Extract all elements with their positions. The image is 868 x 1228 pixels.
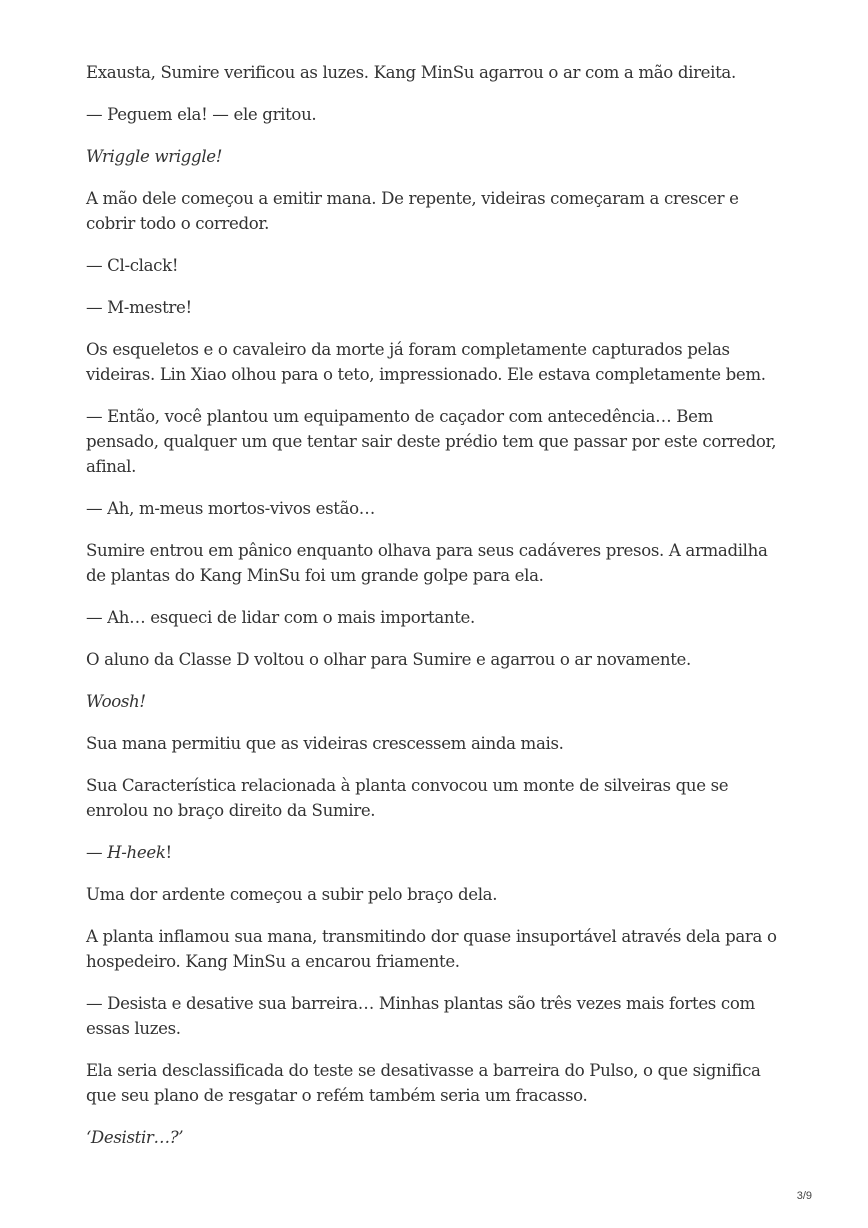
paragraph: Os esqueletos e o cavaleiro da morte já foram completamente capturados pelas videiras. Lin Xiao olhou para o teto, impressionado. Ele estava completamente bem. [86, 340, 766, 384]
paragraph: Ela seria desclassificada do teste se desativasse a barreira do Pulso, o que significa que seu plano de resgatar o refém também seria um fracasso. [86, 1061, 761, 1105]
dialogue-line: — Ah… esqueci de lidar com o mais importante. [86, 608, 475, 627]
paragraph: Exausta, Sumire verificou as luzes. Kang MinSu agarrou o ar com a mão direita. [86, 63, 736, 82]
thought-line [86, 1125, 786, 1150]
exclamation-text: H-heek [107, 843, 166, 862]
paragraph: Sua mana permitiu que as videiras crescessem ainda mais. [86, 734, 564, 753]
thought-text: ‘Desistir…?’ [86, 1128, 184, 1147]
sound-effect-text: Woosh! [86, 692, 146, 711]
paragraph: Sua Característica relacionada à planta convocou um monte de silveiras que se enrolou no braço direito da Sumire. [86, 776, 729, 820]
dialogue-line: — Desista e desative sua barreira… Minhas plantas são três vezes mais fortes com essas luzes. [86, 994, 755, 1038]
dialogue-line: — Cl-clack! [86, 256, 179, 275]
page-number: 3/9 [796, 1190, 812, 1202]
sound-effect-text: Wriggle wriggle! [86, 147, 223, 166]
dialogue-line: — Ah, m-meus mortos-vivos estão… [86, 499, 376, 518]
document-body [86, 60, 786, 1150]
dialogue-line: — Então, você plantou um equipamento de caçador com antecedência… Bem pensado, qualquer um que tentar sair deste prédio tem que passar por este corredor, afinal. [86, 407, 777, 476]
paragraph: O aluno da Classe D voltou o olhar para Sumire e agarrou o ar novamente. [86, 650, 691, 669]
dialogue-line [86, 840, 786, 865]
dialogue-line: — M-mestre! [86, 298, 192, 317]
sound-effect-line [86, 689, 786, 714]
exclamation-suffix: ! [165, 843, 172, 862]
dialogue-line: — Peguem ela! — ele gritou. [86, 105, 317, 124]
paragraph: A planta inflamou sua mana, transmitindo dor quase insuportável através dela para o hospedeiro. Kang MinSu a encarou friamente. [86, 927, 777, 971]
sound-effect-line [86, 144, 786, 169]
paragraph: A mão dele começou a emitir mana. De repente, videiras começaram a crescer e cobrir todo o corredor. [86, 189, 739, 233]
dash-prefix: — [86, 843, 108, 862]
paragraph: Uma dor ardente começou a subir pelo braço dela. [86, 885, 498, 904]
paragraph: Sumire entrou em pânico enquanto olhava para seus cadáveres presos. A armadilha de plantas do Kang MinSu foi um grande golpe para ela. [86, 541, 768, 585]
